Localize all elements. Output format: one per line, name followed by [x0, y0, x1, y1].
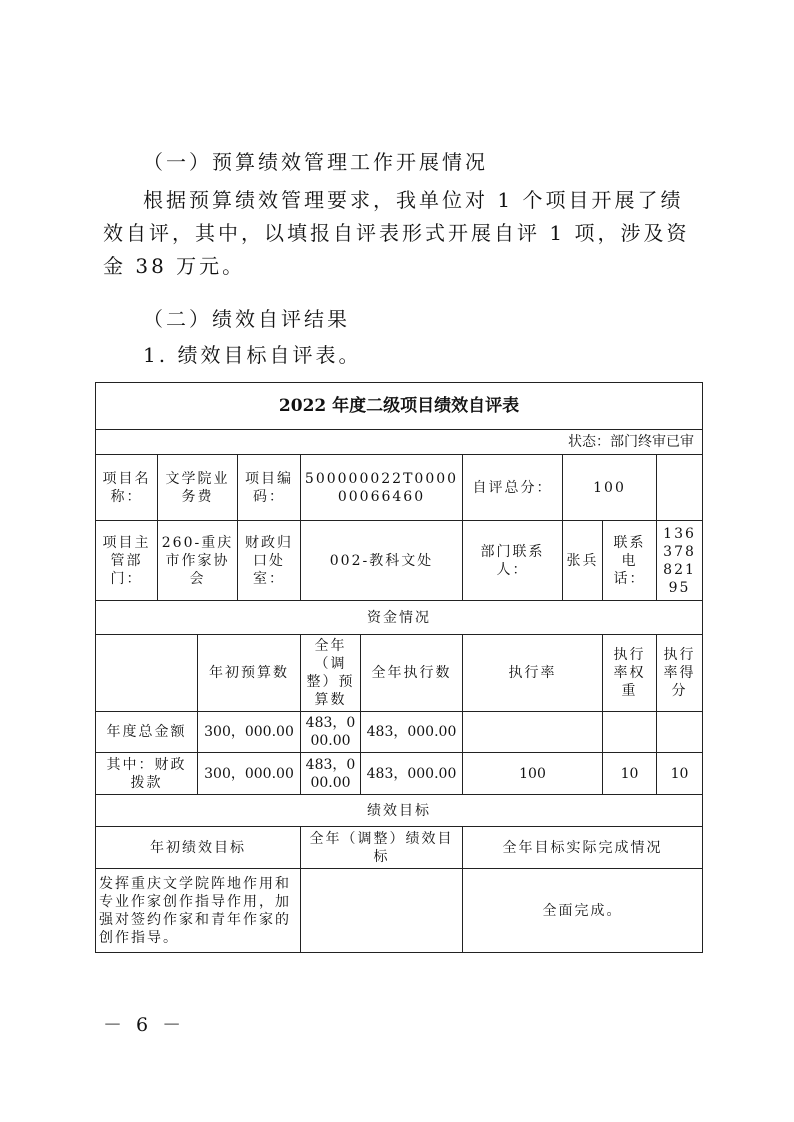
perf-col-initial: 年初绩效目标 — [96, 827, 301, 869]
funds-row2-executed: 483，000.00 — [361, 753, 463, 795]
perf-initial-goal: 发挥重庆文学院阵地作用和专业作家创作指导作用，加强对签约作家和青年作家的创作指导。 — [96, 869, 301, 953]
label-phone: 联系电话： — [603, 521, 657, 601]
page-number: － 6 － — [103, 1014, 186, 1036]
funds-col-5: 执行率权重 — [603, 635, 657, 712]
funds-col-2: 全年（调整）预算数 — [301, 635, 361, 712]
funds-row1-executed: 483，000.00 — [361, 712, 463, 753]
funds-row2-score: 10 — [657, 753, 703, 795]
funds-row2-rate: 100 — [463, 753, 603, 795]
funds-col-4: 执行率 — [463, 635, 603, 712]
self-evaluation-table — [95, 382, 699, 953]
perf-col-completion: 全年目标实际完成情况 — [463, 827, 703, 869]
value-office: 002-教科文处 — [301, 521, 463, 601]
value-project-name: 文学院业务费 — [158, 455, 238, 521]
value-self-score: 100 — [563, 455, 657, 521]
value-extra — [657, 455, 703, 521]
funds-row1-rate — [463, 712, 603, 753]
list-item-1: 1. 绩效目标自评表。 — [143, 343, 362, 367]
funds-col-3: 全年执行数 — [361, 635, 463, 712]
label-project-code: 项目编码： — [238, 455, 301, 521]
funds-row2-initial: 300，000.00 — [198, 753, 301, 795]
value-contact: 张兵 — [563, 521, 603, 601]
perf-adjusted-goal — [301, 869, 463, 953]
funds-col-0 — [96, 635, 198, 712]
status-text: 状态：部门终审已审 — [96, 430, 703, 455]
value-project-code: 500000022T000000066460 — [301, 455, 463, 521]
perf-col-adjusted: 全年（调整）绩效目标 — [301, 827, 463, 869]
funds-row1-initial: 300，000.00 — [198, 712, 301, 753]
funds-row1-label: 年度总金额 — [96, 712, 198, 753]
label-contact: 部门联系人： — [463, 521, 563, 601]
label-project-name: 项目名称： — [96, 455, 158, 521]
section-heading-1: （一）预算绩效管理工作开展情况 — [143, 150, 488, 174]
performance-section-header: 绩效目标 — [96, 795, 703, 827]
funds-row1-score — [657, 712, 703, 753]
table-title: 2022 年度二级项目绩效自评表 — [96, 383, 703, 430]
label-department: 项目主管部门： — [96, 521, 158, 601]
funds-col-6: 执行率得分 — [657, 635, 703, 712]
label-self-score: 自评总分： — [463, 455, 563, 521]
section-heading-2: （二）绩效自评结果 — [143, 307, 350, 331]
value-phone: 13637882195 — [657, 521, 703, 601]
value-department: 260-重庆市作家协会 — [158, 521, 238, 601]
funds-row1-weight — [603, 712, 657, 753]
body-paragraph: 根据预算绩效管理要求，我单位对 1 个项目开展了绩效自评，其中，以填报自评表形式开展自评 1 项，涉及资金 38 万元。 — [103, 188, 690, 278]
label-office: 财政归口处室： — [238, 521, 301, 601]
funds-row1-adjusted: 483，000.00 — [301, 712, 361, 753]
perf-completion-status: 全面完成。 — [463, 869, 703, 953]
funds-section-header: 资金情况 — [96, 601, 703, 635]
funds-row2-weight: 10 — [603, 753, 657, 795]
funds-row2-label: 其中：财政拨款 — [96, 753, 198, 795]
funds-row2-adjusted: 483，000.00 — [301, 753, 361, 795]
funds-col-1: 年初预算数 — [198, 635, 301, 712]
